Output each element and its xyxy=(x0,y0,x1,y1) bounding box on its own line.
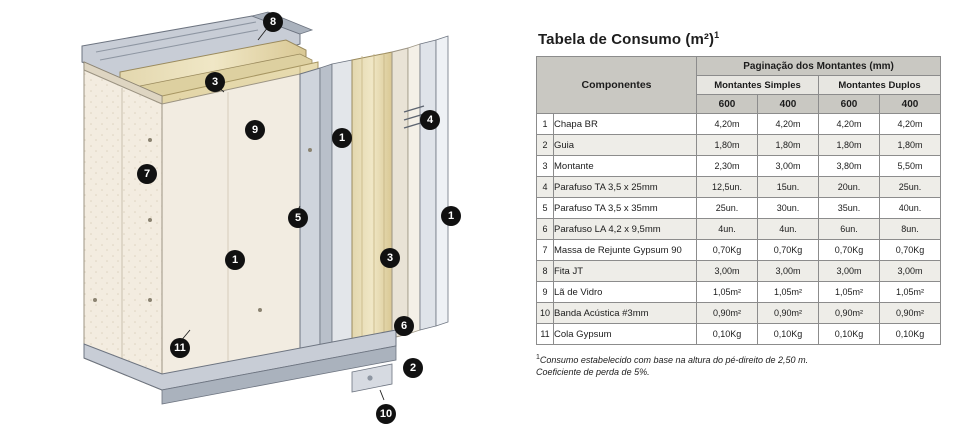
row-value-d400: 3,00m xyxy=(880,261,941,282)
callout-6: 6 xyxy=(394,316,414,336)
footnote-line-1: Consumo estabelecido com base na altura do pé-direito de 2,50 m. xyxy=(539,355,809,365)
row-number: 2 xyxy=(537,135,554,156)
callout-2: 2 xyxy=(403,358,423,378)
header-col-duplos-400: 400 xyxy=(880,95,941,114)
table-title-superscript: 1 xyxy=(714,30,720,40)
table-row xyxy=(537,261,941,282)
row-number: 11 xyxy=(537,324,554,345)
row-value-s600: 0,70Kg xyxy=(697,240,758,261)
row-value-s600: 25un. xyxy=(697,198,758,219)
row-value-d600: 35un. xyxy=(819,198,880,219)
header-montantes-simples: Montantes Simples xyxy=(697,76,819,95)
row-value-s400: 30un. xyxy=(758,198,819,219)
callout-9: 9 xyxy=(245,120,265,140)
header-montantes-duplos: Montantes Duplos xyxy=(819,76,941,95)
row-number: 5 xyxy=(537,198,554,219)
row-component: Banda Acústica #3mm xyxy=(554,303,697,324)
row-value-d600: 3,80m xyxy=(819,156,880,177)
callout-5: 5 xyxy=(288,208,308,228)
row-value-s400: 3,00m xyxy=(758,156,819,177)
row-value-d600: 20un. xyxy=(819,177,880,198)
row-value-s600: 0,90m² xyxy=(697,303,758,324)
callout-7: 7 xyxy=(137,164,157,184)
table-title xyxy=(538,30,956,48)
row-component: Chapa BR xyxy=(554,114,697,135)
callout-3-top: 3 xyxy=(205,72,225,92)
row-component: Fita JT xyxy=(554,261,697,282)
row-value-s400: 0,70Kg xyxy=(758,240,819,261)
row-value-d600: 0,10Kg xyxy=(819,324,880,345)
row-component: Massa de Rejunte Gypsum 90 xyxy=(554,240,697,261)
footnote-line-2: Coeficiente de perda de 5%. xyxy=(536,367,650,377)
row-value-d600: 1,05m² xyxy=(819,282,880,303)
row-value-d400: 1,80m xyxy=(880,135,941,156)
table-row xyxy=(537,156,941,177)
footnote-superscript: 1 xyxy=(536,354,540,361)
row-value-d600: 4,20m xyxy=(819,114,880,135)
row-value-d400: 0,70Kg xyxy=(880,240,941,261)
row-number: 7 xyxy=(537,240,554,261)
row-value-s600: 12,5un. xyxy=(697,177,758,198)
consumption-table xyxy=(536,56,941,345)
row-value-s400: 4,20m xyxy=(758,114,819,135)
row-value-s400: 0,10Kg xyxy=(758,324,819,345)
table-row xyxy=(537,198,941,219)
callout-1-mid: 1 xyxy=(332,128,352,148)
header-col-duplos-600: 600 xyxy=(819,95,880,114)
row-value-d600: 3,00m xyxy=(819,261,880,282)
table-row xyxy=(537,114,941,135)
row-value-d400: 0,90m² xyxy=(880,303,941,324)
row-value-s400: 15un. xyxy=(758,177,819,198)
row-value-d600: 0,90m² xyxy=(819,303,880,324)
table-title-text: Tabela de Consumo (m²) xyxy=(538,31,715,48)
table-row xyxy=(537,135,941,156)
header-col-simples-400: 400 xyxy=(758,95,819,114)
row-value-d400: 0,10Kg xyxy=(880,324,941,345)
row-value-d600: 6un. xyxy=(819,219,880,240)
row-value-s400: 1,05m² xyxy=(758,282,819,303)
table-row xyxy=(537,324,941,345)
header-paginacao: Paginação dos Montantes (mm) xyxy=(697,57,941,76)
callout-3-low: 3 xyxy=(380,248,400,268)
row-component: Parafuso TA 3,5 x 25mm xyxy=(554,177,697,198)
header-componentes: Componentes xyxy=(537,57,697,114)
table-row xyxy=(537,240,941,261)
row-value-s400: 3,00m xyxy=(758,261,819,282)
row-component: Guia xyxy=(554,135,697,156)
row-component: Parafuso LA 4,2 x 9,5mm xyxy=(554,219,697,240)
row-number: 9 xyxy=(537,282,554,303)
row-value-d600: 1,80m xyxy=(819,135,880,156)
row-number: 1 xyxy=(537,114,554,135)
row-value-s600: 1,80m xyxy=(697,135,758,156)
row-value-s400: 4un. xyxy=(758,219,819,240)
table-row xyxy=(537,219,941,240)
table-row xyxy=(537,303,941,324)
row-number: 6 xyxy=(537,219,554,240)
row-value-d400: 40un. xyxy=(880,198,941,219)
row-number: 4 xyxy=(537,177,554,198)
callout-10: 10 xyxy=(376,404,396,424)
row-component: Lã de Vidro xyxy=(554,282,697,303)
consumption-table-panel xyxy=(536,30,956,378)
row-value-s600: 4un. xyxy=(697,219,758,240)
row-number: 8 xyxy=(537,261,554,282)
row-value-d400: 8un. xyxy=(880,219,941,240)
row-value-s600: 4,20m xyxy=(697,114,758,135)
row-value-s600: 0,10Kg xyxy=(697,324,758,345)
row-value-s600: 3,00m xyxy=(697,261,758,282)
row-value-d400: 25un. xyxy=(880,177,941,198)
row-number: 3 xyxy=(537,156,554,177)
row-value-d400: 1,05m² xyxy=(880,282,941,303)
row-value-s400: 0,90m² xyxy=(758,303,819,324)
row-component: Parafuso TA 3,5 x 35mm xyxy=(554,198,697,219)
table-row xyxy=(537,282,941,303)
table-footnote xyxy=(536,352,940,378)
header-col-simples-600: 600 xyxy=(697,95,758,114)
row-value-s600: 2,30m xyxy=(697,156,758,177)
callout-4: 4 xyxy=(420,110,440,130)
row-component: Cola Gypsum xyxy=(554,324,697,345)
row-value-d400: 5,50m xyxy=(880,156,941,177)
table-header-row-1 xyxy=(537,57,941,76)
row-value-d600: 0,70Kg xyxy=(819,240,880,261)
callout-8: 8 xyxy=(263,12,283,32)
table-row xyxy=(537,177,941,198)
callout-11: 11 xyxy=(170,338,190,358)
row-value-s400: 1,80m xyxy=(758,135,819,156)
callout-1-right: 1 xyxy=(441,206,461,226)
row-value-d400: 4,20m xyxy=(880,114,941,135)
row-component: Montante xyxy=(554,156,697,177)
row-number: 10 xyxy=(537,303,554,324)
row-value-s600: 1,05m² xyxy=(697,282,758,303)
callout-1-face: 1 xyxy=(225,250,245,270)
